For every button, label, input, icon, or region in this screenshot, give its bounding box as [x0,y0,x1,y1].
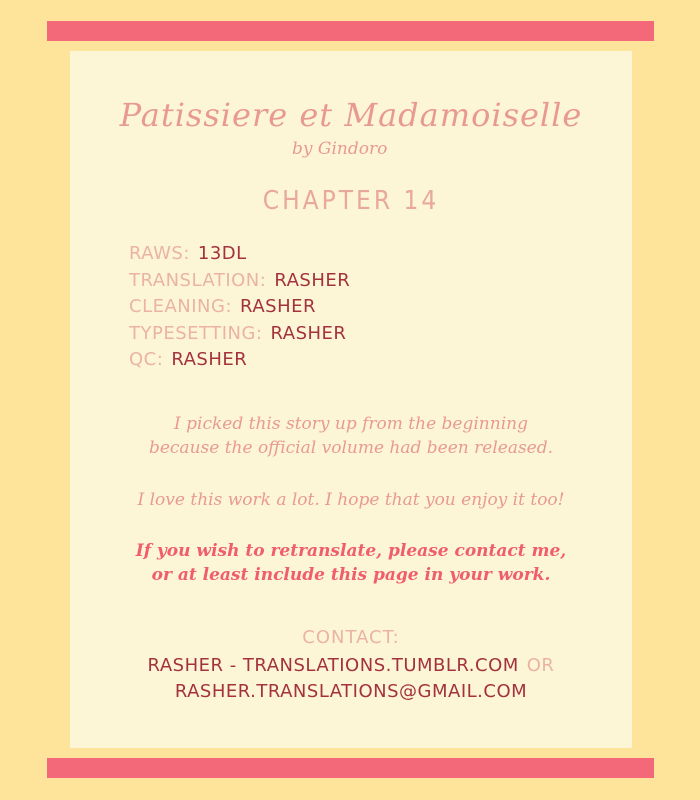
author-byline: by Gindoro [292,139,388,159]
contact-label: CONTACT: [302,627,400,648]
bottom-stripe [47,758,654,778]
chapter-heading: CHAPTER 14 [262,186,440,216]
note-line: I picked this story up from the beginning [174,414,528,434]
enjoy-note: I love this work a lot. I hope that you enjoy it too! [137,490,565,510]
translator-note [70,412,632,460]
credit-value: RASHER [240,296,316,317]
credit-row-raws [129,241,350,268]
series-title: Patissiere et Madamoiselle [119,96,583,134]
credit-value: 13DL [197,243,247,264]
warning-line: or at least include this page in your work. [151,565,551,585]
credit-value: RASHER [274,269,351,291]
contact-line-email [70,679,632,705]
credits-card [70,51,632,748]
contact-line-tumblr [70,653,632,679]
credit-row-qc [129,347,350,374]
retranslate-warning [70,539,632,587]
credit-label: TYPESETTING: [129,322,263,344]
credit-label: QC: [129,349,164,370]
credit-value: RASHER [171,349,248,370]
credit-label: RAWS: [129,243,190,264]
top-stripe [47,21,654,41]
email-link[interactable]: RASHER.TRANSLATIONS@GMAIL.COM [174,681,528,702]
warning-line: If you wish to retranslate, please contact me, [135,541,567,561]
or-separator: OR [526,655,555,676]
credit-label: CLEANING: [129,296,233,317]
note-line: because the official volume had been released. [148,438,554,458]
credits-list [129,241,350,374]
credit-row-translation [129,268,350,295]
credit-row-typesetting [129,321,350,348]
credit-row-cleaning [129,294,350,321]
credit-label: TRANSLATION: [129,269,267,291]
tumblr-link[interactable]: RASHER - TRANSLATIONS.TUMBLR.COM [147,655,519,676]
contact-info [70,653,632,705]
credit-value: RASHER [270,322,347,344]
